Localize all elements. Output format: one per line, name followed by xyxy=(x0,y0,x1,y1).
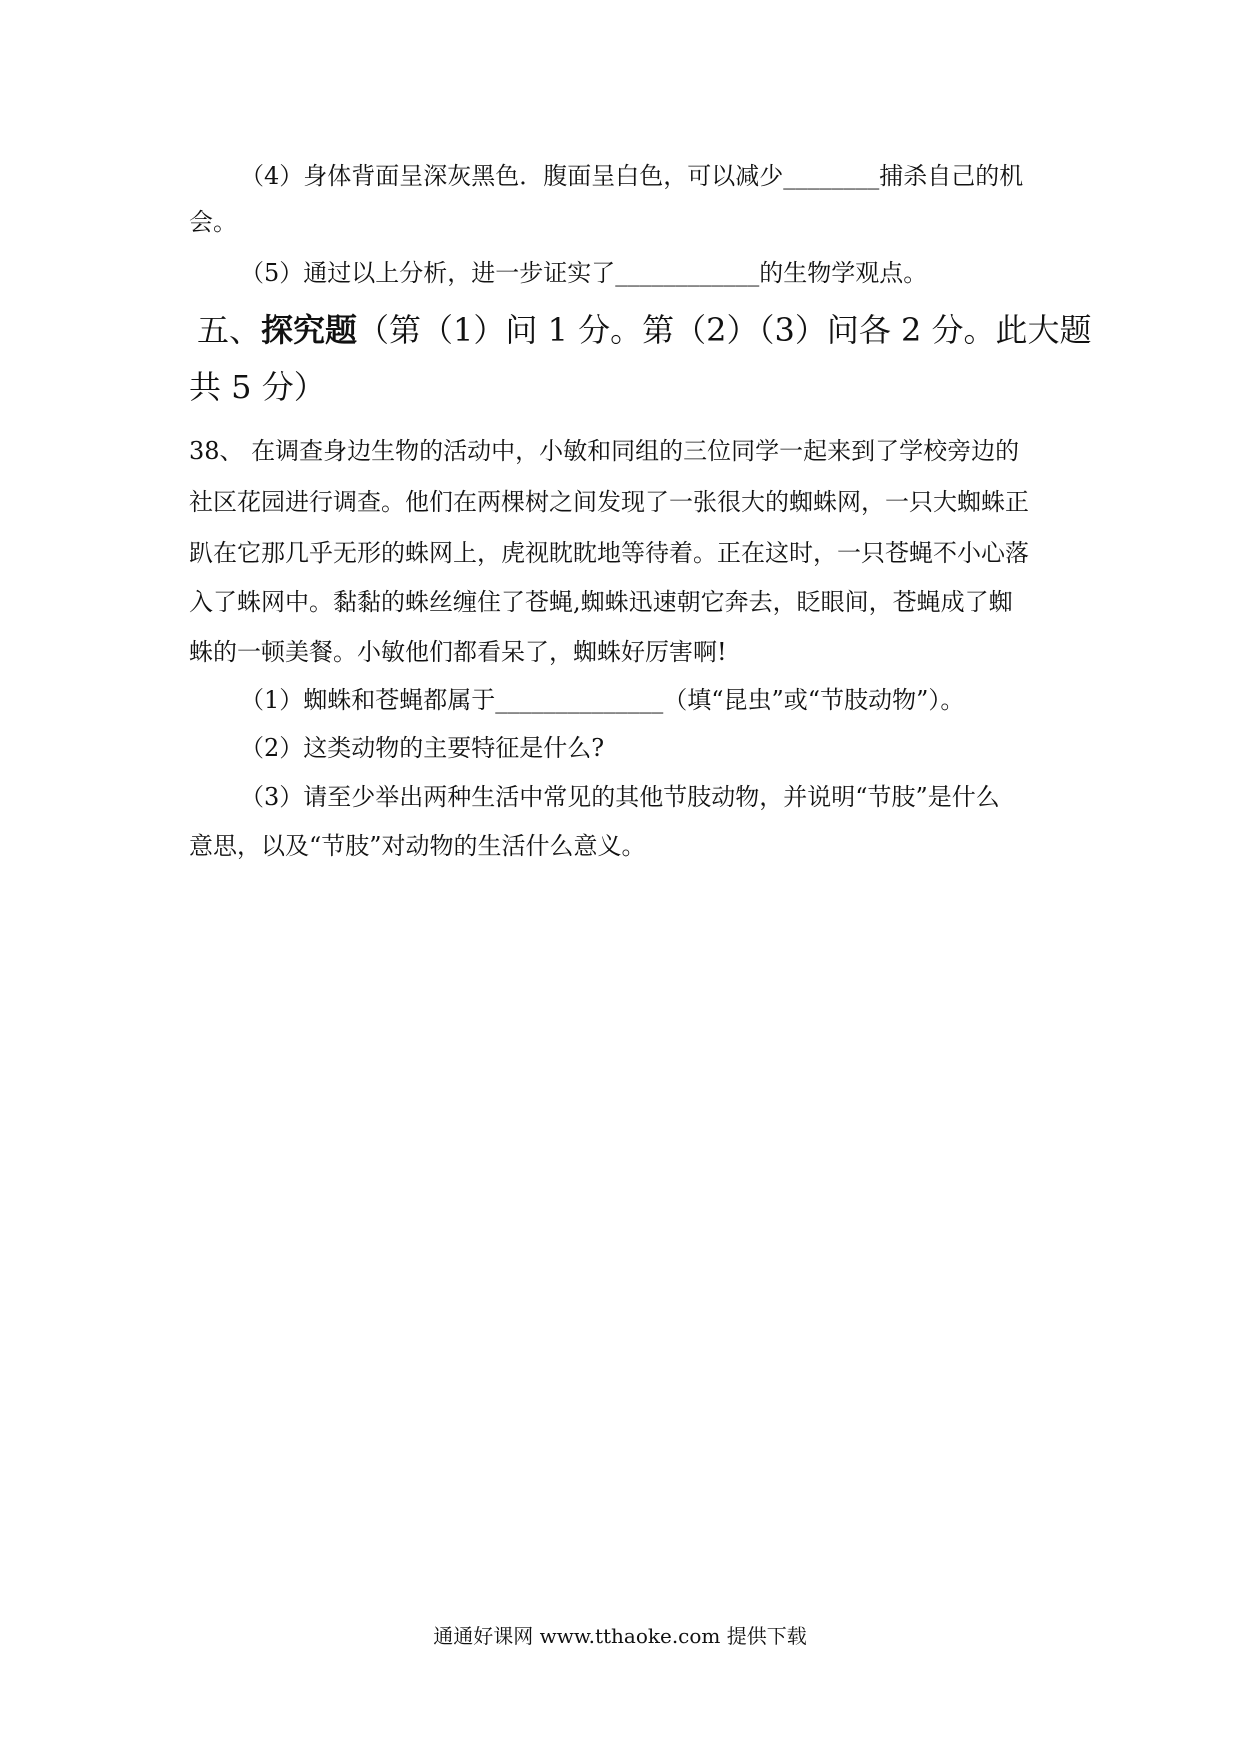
q37-item5: （5）通过以上分析，进一步证实了____________的生物学观点。 xyxy=(240,259,928,287)
q37-item4-line1: （4）身体背面呈深灰黑色．腹面呈白色，可以减少________捕杀自己的机 xyxy=(240,162,1024,190)
q38-sub3-line2: 意思，以及“节肢”对动物的生活什么意义。 xyxy=(189,832,646,860)
q38-line: 趴在它那几乎无形的蛛网上，虎视眈眈地等待着。正在这时，一只苍蝇不小心落 xyxy=(189,539,1029,567)
q38-line: 社区花园进行调查。他们在两棵树之间发现了一张很大的蜘蛛网，一只大蜘蛛正 xyxy=(189,488,1029,516)
section5-title-rest: （第（1）问 1 分。第（2）（3）问各 2 分。此大题 xyxy=(357,311,1092,349)
q37-item4-line2: 会。 xyxy=(189,208,237,236)
q38-line: 38、 在调查身边生物的活动中，小敏和同组的三位同学一起来到了学校旁边的 xyxy=(189,437,1020,465)
section5-title xyxy=(197,308,1092,352)
q38-line: 入了蛛网中。黏黏的蛛丝缠住了苍蝇,蜘蛛迅速朝它奔去，眨眼间，苍蝇成了蜘 xyxy=(189,588,1013,616)
q38-sub3-line1: （3）请至少举出两种生活中常见的其他节肢动物，并说明“节肢”是什么 xyxy=(240,783,1000,811)
q38-sub2: （2）这类动物的主要特征是什么? xyxy=(240,734,605,762)
q38-sub1: （1）蜘蛛和苍蝇都属于______________（填“昆虫”或“节肢动物”）。 xyxy=(240,686,965,714)
section5-title-prefix: 五、 xyxy=(197,311,262,349)
page-footer: 通通好课网 www.tthaoke.com 提供下载 xyxy=(433,1624,807,1648)
section5-title-line2: 共 5 分） xyxy=(189,368,326,406)
section5-title-bold: 探究题 xyxy=(261,311,358,349)
q38-line: 蛛的一顿美餐。小敏他们都看呆了，蜘蛛好厉害啊! xyxy=(189,638,727,666)
